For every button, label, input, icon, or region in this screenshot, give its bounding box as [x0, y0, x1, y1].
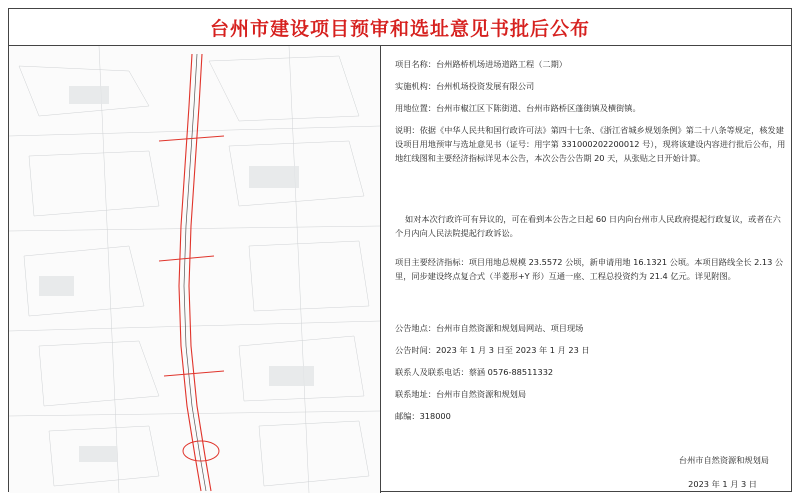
- announcement-time-value: 2023 年 1 月 3 日至 2023 年 1 月 23 日: [435, 345, 590, 355]
- address-row: [395, 387, 787, 401]
- project-name-value: 台州路桥机场进场道路工程（二期）: [435, 59, 567, 69]
- implementing-agency-row: [395, 79, 787, 93]
- objection-paragraph: 如对本次行政许可有异议的，可在看到本公告之日起 60 日内向台州市人民政府提起行政复议，或者在六个月内向人民法院提起行政诉讼。: [395, 214, 781, 238]
- announcement-place-value: 台州市自然资源和规划局网站、项目现场: [435, 323, 584, 333]
- route-map-image: [9, 46, 380, 493]
- announcement-place-row: [395, 321, 787, 335]
- contact-label: 联系人及联系电话：: [395, 367, 469, 377]
- postcode-label: 邮编：: [395, 411, 420, 421]
- notice-board: [8, 8, 792, 492]
- postcode-value: 318000: [419, 411, 451, 421]
- announcement-place-label: 公告地点：: [395, 323, 436, 333]
- explanation-paragraph: 说明：依据《中华人民共和国行政许可法》第四十七条、《浙江省城乡规划条例》第二十八条等规定，核发建设项目用地预审与选址意见书（证号：用字第 331000202200012 号），现将该建设内容进行批后公布，用地红线图和主要经济指标详见本公告，本次公告公告期 20 天，从张贴之日开始计算。: [395, 125, 786, 163]
- economic-indicators-paragraph: 项目主要经济指标：项目用地总规模 23.5572 公顷，新申请用地 16.1321 公顷。本项目路线全长 2.13 公里，同步建设终点复合式（半菱形+Y 形）互通一座、工程总投资约为 21.4 亿元。详见附图。: [395, 257, 784, 281]
- project-name-row: [395, 57, 787, 71]
- postcode-row: [395, 409, 787, 423]
- page-title: 台州市建设项目预审和选址意见书批后公布: [9, 9, 791, 46]
- land-location-value: 台州市椒江区下陈街道、台州市路桥区蓬街镇及横街镇。: [435, 103, 641, 113]
- contact-row: [395, 365, 787, 379]
- signature-date: 2023 年 1 月 3 日: [688, 479, 757, 489]
- address-value: 台州市自然资源和规划局: [435, 389, 527, 399]
- implementing-agency-label: 实施机构：: [395, 81, 436, 91]
- contact-value: 蔡涵 0576-88511332: [468, 367, 554, 377]
- address-label: 联系地址：: [395, 389, 436, 399]
- land-location-label: 用地位置：: [395, 103, 436, 113]
- project-name-label: 项目名称：: [395, 59, 436, 69]
- route-map: [9, 46, 381, 493]
- signature-org: 台州市自然资源和规划局: [678, 455, 769, 465]
- implementing-agency-value: 台州机场投资发展有限公司: [435, 81, 535, 91]
- land-location-row: [395, 101, 787, 115]
- announcement-time-row: [395, 343, 787, 357]
- announcement-time-label: 公告时间：: [395, 345, 436, 355]
